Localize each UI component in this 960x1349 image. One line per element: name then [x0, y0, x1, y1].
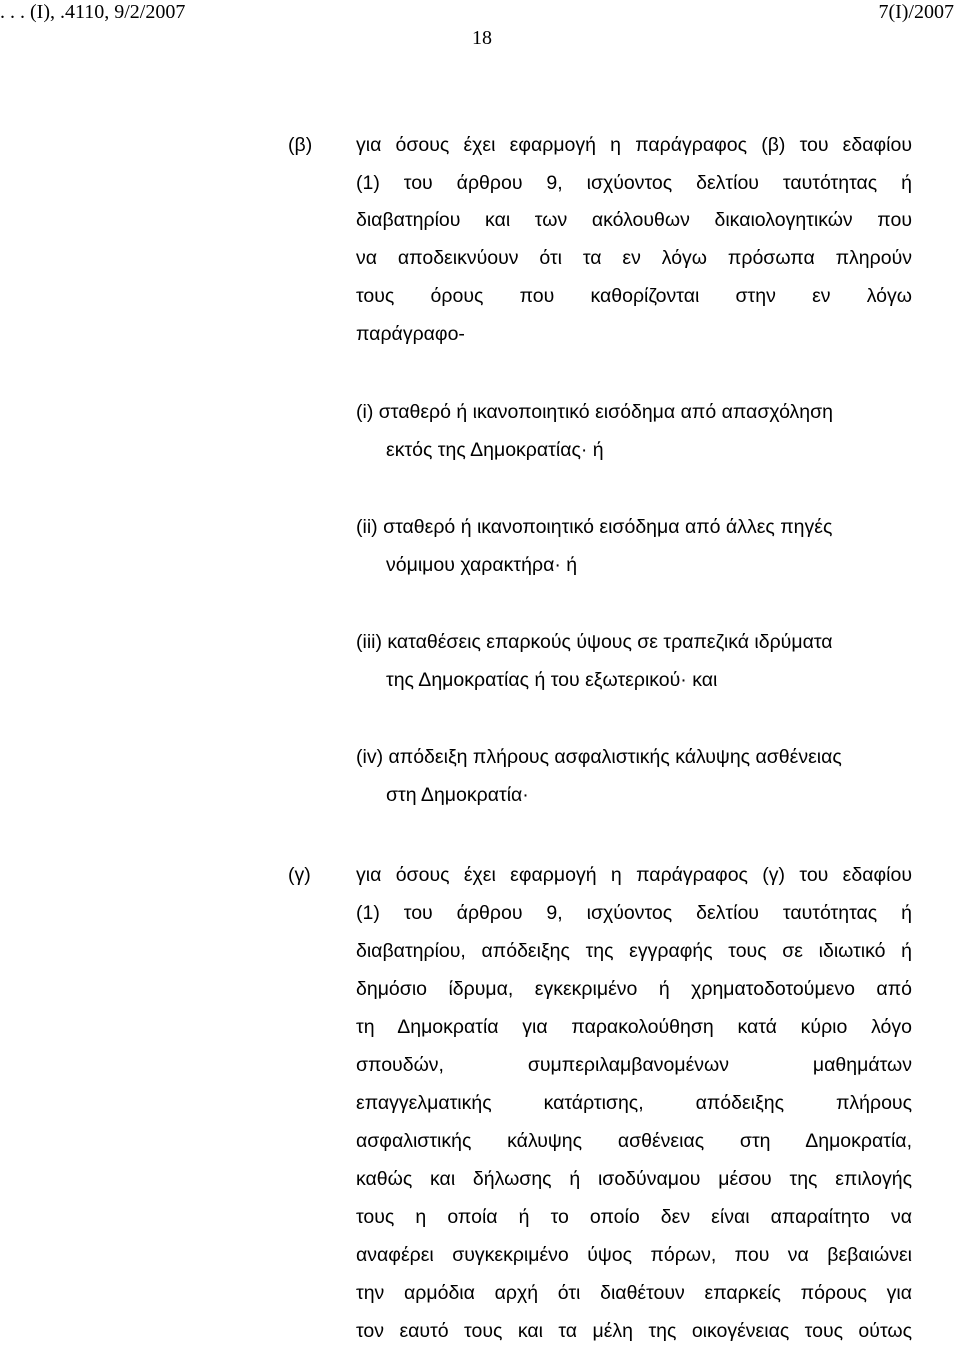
section-b-line: παράγραφο-: [356, 323, 465, 345]
section-c-line: επαγγελματικής κατάρτισης, απόδειξης πλήρους: [356, 1092, 912, 1114]
sub-item-iii-line1: (iii) καταθέσεις επαρκούς ύψους σε τραπεζικά ιδρύματα: [356, 631, 833, 653]
section-c-line: διαβατηρίου, απόδειξης της εγγραφής τους σε ιδιωτικό ή: [356, 940, 912, 962]
section-b-line: τους όρους που καθορίζονται στην εν λόγω: [356, 285, 912, 307]
section-b-line: (1) του άρθρου 9, ισχύοντος δελτίου ταυτότητας ή: [356, 172, 912, 194]
section-b-line: να αποδεικνύουν ότι τα εν λόγω πρόσωπα πληρούν: [356, 247, 912, 269]
section-c-line: δημόσιο ίδρυμα, εγκεκριμένο ή χρηματοδοτούμενο από: [356, 978, 912, 1000]
section-b-line: για όσους έχει εφαρμογή η παράγραφος (β) του εδαφίου: [356, 134, 912, 156]
section-c-line: ασφαλιστικής κάλυψης ασθένειας στη Δημοκρατία,: [356, 1130, 912, 1152]
section-c-line: για όσους έχει εφαρμογή η παράγραφος (γ) του εδαφίου: [356, 864, 912, 886]
header-left: . . . (I), .4110, 9/2/2007: [0, 1, 186, 23]
section-c-line: τους η οποία ή το οποίο δεν είναι απαραίτητο να: [356, 1206, 912, 1228]
section-c-line: (1) του άρθρου 9, ισχύοντος δελτίου ταυτότητας ή: [356, 902, 912, 924]
section-b-label: (β): [288, 134, 313, 156]
sub-item-iv-line1: (iv) απόδειξη πλήρους ασφαλιστικής κάλυψης ασθένειας: [356, 746, 842, 768]
section-b-line: διαβατηρίου και των ακόλουθων δικαιολογητικών που: [356, 209, 912, 231]
header-right: 7(I)/2007: [878, 1, 954, 23]
sub-item-ii-line1: (ii) σταθερό ή ικανοποιητικό εισόδημα από άλλες πηγές: [356, 516, 833, 538]
sub-item-iii-line2: της Δημοκρατίας ή του εξωτερικού· και: [386, 669, 718, 691]
section-c-line: καθώς και δήλωσης ή ισοδύναμου μέσου της επιλογής: [356, 1168, 912, 1190]
sub-item-i-line2: εκτός της Δημοκρατίας· ή: [386, 439, 604, 461]
sub-item-iv-line2: στη Δημοκρατία·: [386, 784, 529, 806]
section-c-label: (γ): [288, 864, 311, 886]
section-c-line: την αρμόδια αρχή ότι διαθέτουν επαρκείς πόρους για: [356, 1282, 912, 1304]
section-c-line: τη Δημοκρατία για παρακολούθηση κατά κύριο λόγο: [356, 1016, 912, 1038]
section-c-line: τον εαυτό τους και τα μέλη της οικογένειας τους ούτως: [356, 1320, 912, 1342]
sub-item-i-line1: (i) σταθερό ή ικανοποιητικό εισόδημα από απασχόληση: [356, 401, 834, 423]
sub-item-ii-line2: νόμιμου χαρακτήρα· ή: [386, 554, 578, 576]
section-c-line: αναφέρει συγκεκριμένο ύψος πόρων, που να βεβαιώνει: [356, 1244, 912, 1266]
page-number: 18: [472, 27, 492, 49]
section-c-line: σπουδών, συμπεριλαμβανομένων μαθημάτων: [356, 1054, 912, 1076]
